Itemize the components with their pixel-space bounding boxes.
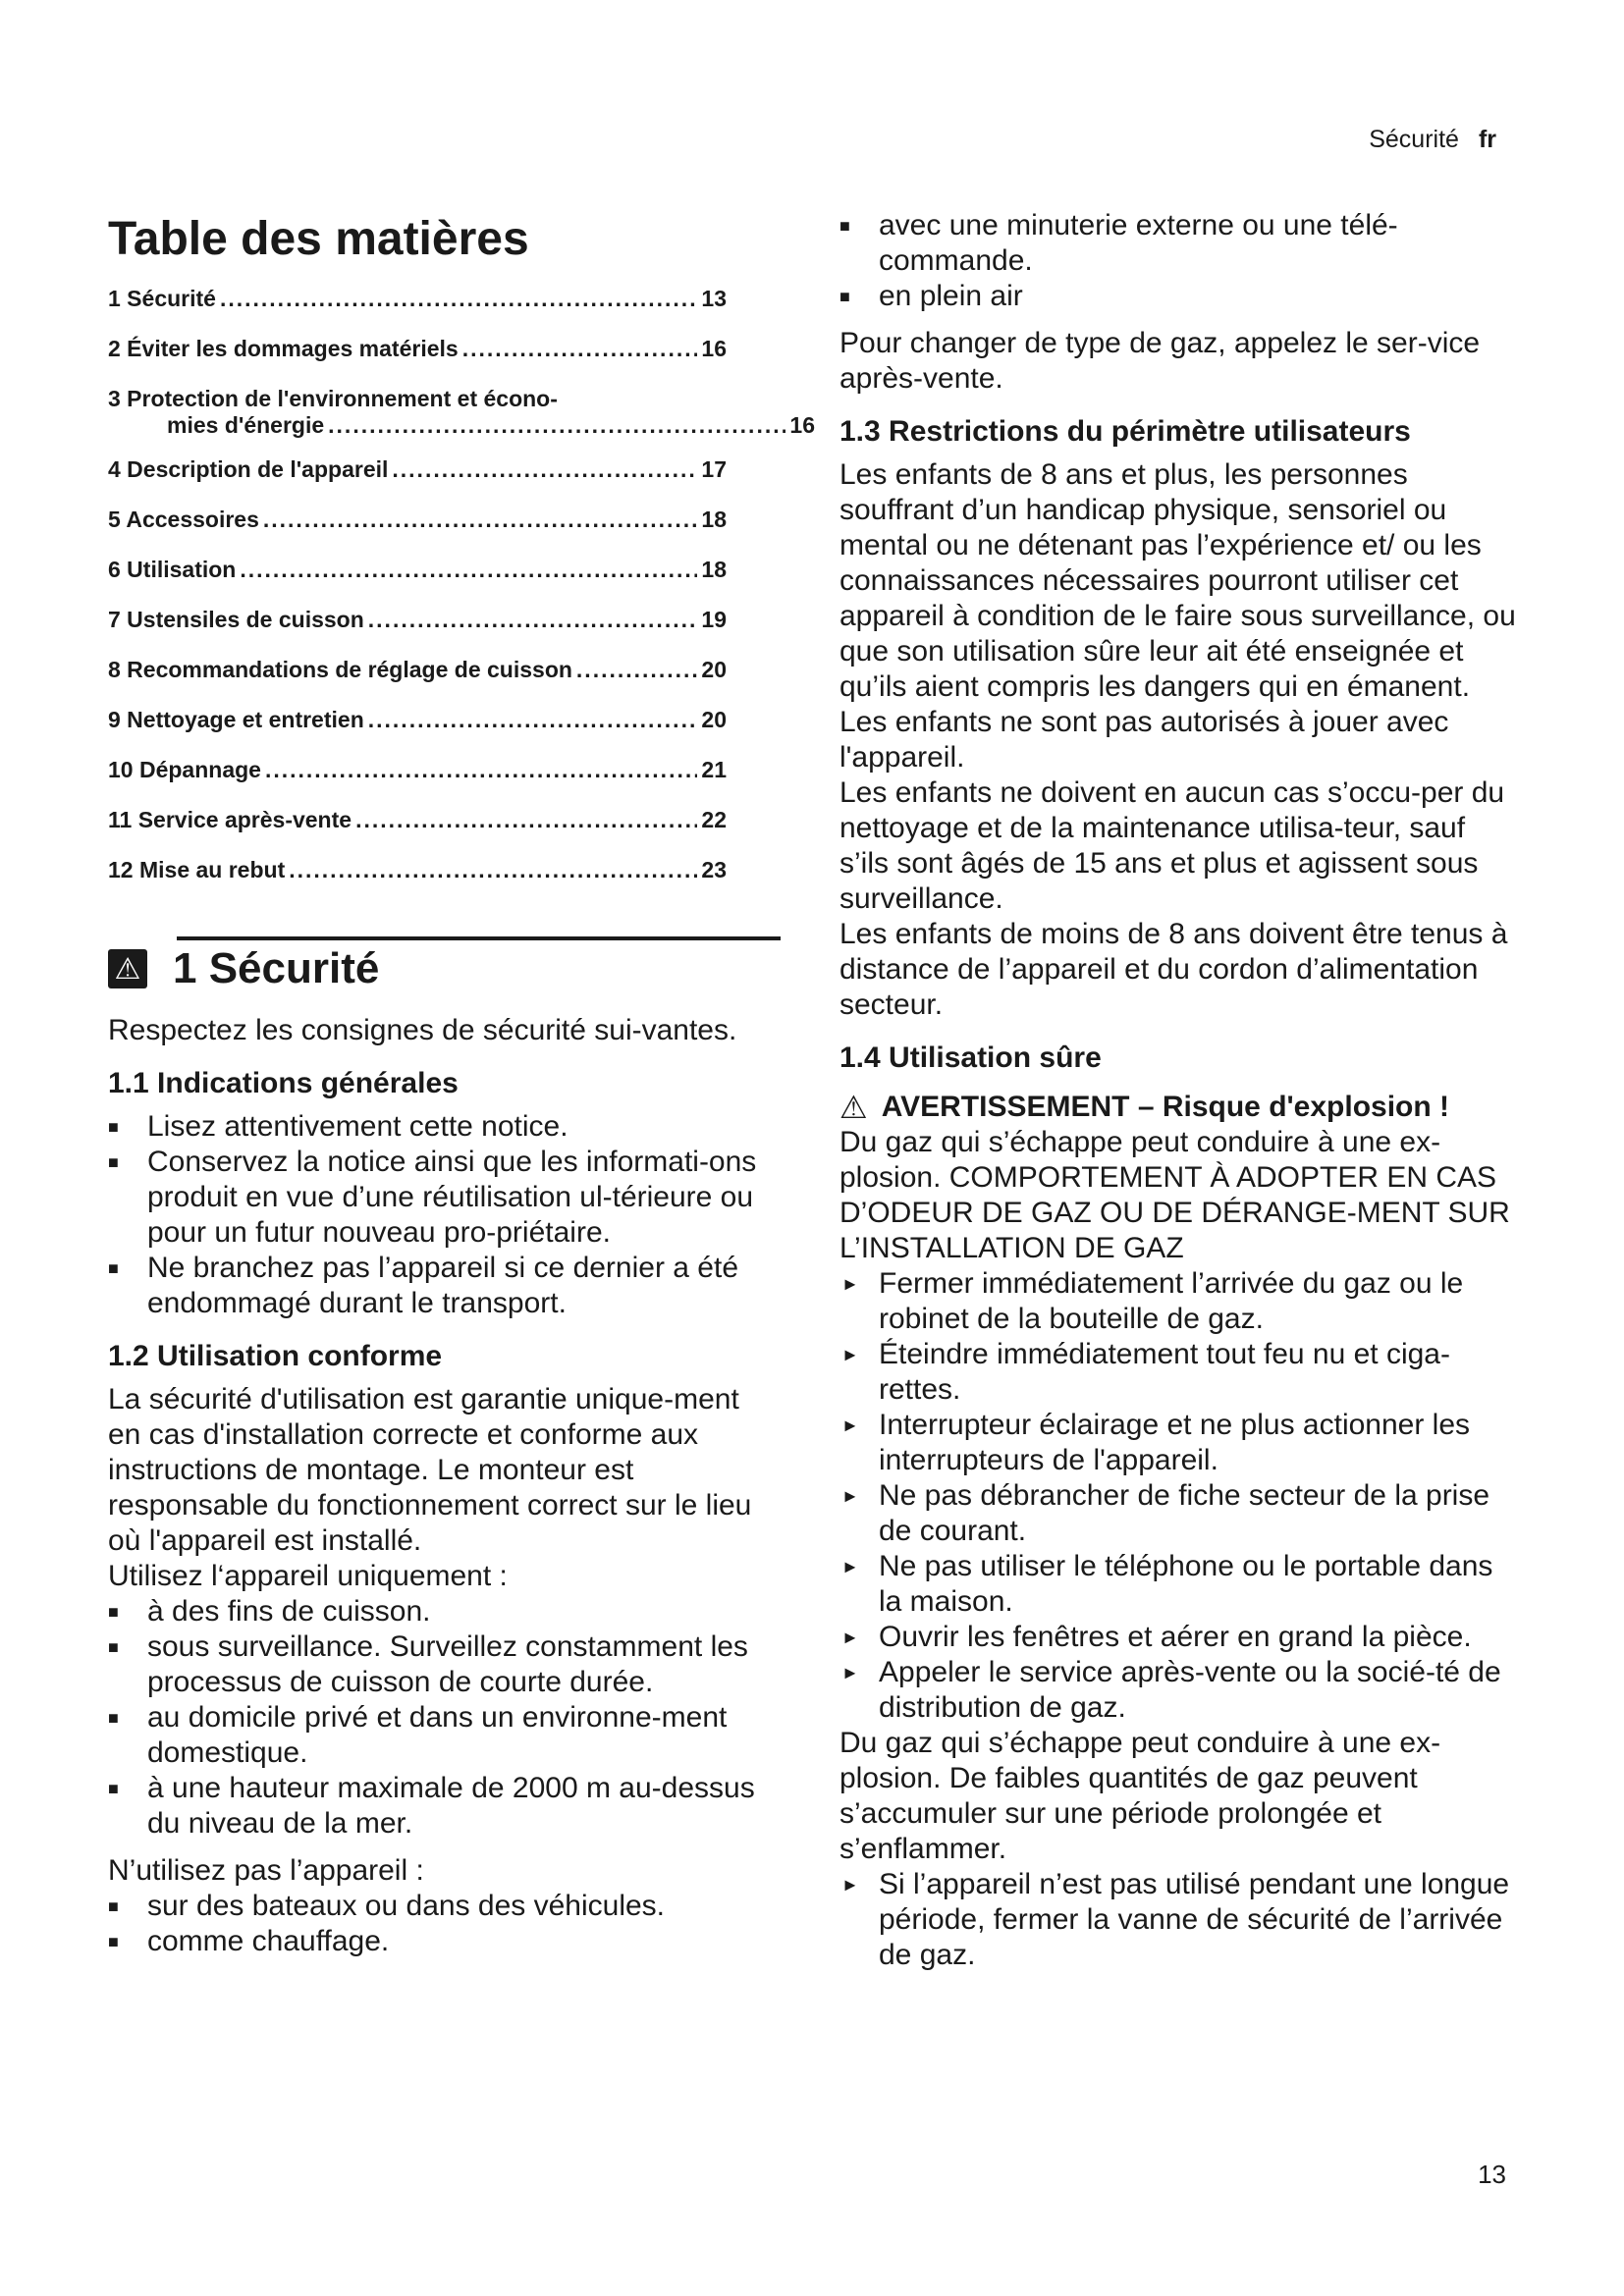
action-item: ► Si l’appareil n’est pas utilisé pendant une longue période, fermer la vanne de sécurité de l’arrivée de gaz. (841, 1868, 1510, 1971)
toc-label: 6 Utilisation (108, 557, 237, 582)
toc-page: 17 (701, 456, 727, 482)
toc-entry[interactable] (108, 757, 727, 807)
toc-page: 22 (701, 807, 727, 832)
warning-triangle-icon: ⚠ (839, 1090, 868, 1125)
list-item: ■ en plein air (839, 280, 1023, 312)
action-item: ► Ne pas utiliser le téléphone ou le portable dans la maison. (841, 1550, 1493, 1618)
list-item: ■ sous surveillance. Surveillez constamment les processus de cuisson de courte durée. (108, 1630, 748, 1698)
toc-label: 12 Mise au rebut (108, 857, 286, 882)
toc-page: 13 (701, 286, 727, 311)
heading-utilisation-sure: 1.4 Utilisation sûre (839, 1041, 1102, 1074)
toc-entry[interactable] (108, 336, 727, 386)
heading-indications-generales: 1.1 Indications générales (108, 1067, 459, 1099)
toc-entry[interactable] (108, 557, 727, 607)
toc-title: Table des matières (108, 213, 529, 265)
toc-page: 18 (701, 507, 727, 532)
heading-restrictions: 1.3 Restrictions du périmètre utilisateurs (839, 415, 1411, 448)
warning-text: Du gaz qui s’échappe peut conduire à une ex-plosion. COMPORTEMENT À ADOPTER EN CAS D’ODEUR DE GAZ OU DE DÉRANGE-MENT SUR L’INSTALLATION DE GAZ (839, 1126, 1510, 1264)
toc-page: 20 (701, 657, 727, 682)
toc-page: 16 (789, 412, 815, 438)
heading-utilisation-conforme: 1.2 Utilisation conforme (108, 1340, 443, 1372)
section-divider (177, 936, 781, 940)
section-intro: Respectez les consignes de sécurité sui-vantes. (108, 1014, 737, 1046)
list-item: ■ au domicile privé et dans un environne-ment domestique. (108, 1701, 728, 1769)
action-list (839, 1266, 1517, 1726)
paragraph: Les enfants de 8 ans et plus, les personnes souffrant d’un handicap physique, sensoriel ou mental ou ne détenant pas l’expérience et/ ou les connaissances nécessaires pourront utiliser cet appareil à condition de le faire sous surveillance, ou que son utilisation sûre leur ait été enseignée et qu’ils aient compris les dangers qui en émanent. (839, 458, 1516, 703)
toc-label: 3 Protection de l'environnement et écono- (108, 386, 558, 411)
action-item: ► Ne pas débrancher de fiche secteur de la prise de courant. (841, 1479, 1490, 1547)
list-item: ■ à une hauteur maximale de 2000 m au-dessus du niveau de la mer. (108, 1772, 755, 1840)
toc-entry[interactable] (108, 386, 815, 439)
toc-entry[interactable] (108, 807, 727, 857)
paragraph: Les enfants ne sont pas autorisés à jouer avec l'appareil. (839, 706, 1449, 774)
page-number: 13 (1478, 2160, 1506, 2189)
toc-page: 19 (701, 607, 727, 632)
toc-label: 7 Ustensiles de cuisson (108, 607, 364, 632)
toc-entry[interactable] (108, 286, 727, 336)
toc-entry[interactable] (108, 607, 727, 657)
list-item: ■ avec une minuterie externe ou une télé-commande. (839, 209, 1398, 277)
paragraph: Les enfants ne doivent en aucun cas s’occu-per du nettoyage et de la maintenance utilisa-teur, sauf s’ils sont âgés de 15 ans et plus et agissent sous surveillance. (839, 776, 1505, 915)
toc-label: 10 Dépannage (108, 757, 261, 782)
toc-label: 2 Éviter les dommages matériels (108, 336, 459, 361)
toc-label: 1 Sécurité (108, 286, 216, 311)
toc-label: 11 Service après-vente (108, 807, 352, 832)
list-item: ■ Ne branchez pas l’appareil si ce dernier a été endommagé durant le transport. (108, 1252, 739, 1319)
toc-label: 8 Recommandations de réglage de cuisson (108, 657, 572, 682)
bullet-list (839, 208, 1517, 314)
paragraph: N’utilisez pas l’appareil : (108, 1854, 424, 1887)
paragraph: La sécurité d'utilisation est garantie unique-ment en cas d'installation correcte et conforme aux instructions de montage. Le monteur est responsable du fonctionnement correct sur le lieu où l'appareil est installé. (108, 1383, 752, 1557)
toc-entry[interactable] (108, 657, 727, 707)
toc-page: 16 (701, 336, 727, 361)
toc-page: 18 (701, 557, 727, 582)
bullet-list (108, 1889, 776, 1959)
right-column (839, 208, 1517, 1973)
toc-label: 9 Nettoyage et entretien (108, 707, 364, 732)
action-item: ► Éteindre immédiatement tout feu nu et ciga-rettes. (841, 1338, 1450, 1406)
list-item: ■ Lisez attentivement cette notice. (108, 1110, 568, 1143)
list-item: ■ Conservez la notice ainsi que les informati-ons produit en vue d’une réutilisation ul-térieure ou pour un futur nouveau pro-priétaire. (108, 1146, 757, 1249)
toc-label-continued: mies d'énergie (167, 412, 325, 438)
page-header (1369, 126, 1496, 154)
warning-text: Du gaz qui s’échappe peut conduire à une ex-plosion. De faibles quantités de gaz peuvent s’accumuler sur une période prolongée et s’enflammer. (839, 1727, 1441, 1865)
list-item: ■ comme chauffage. (108, 1925, 390, 1957)
toc-label: 5 Accessoires (108, 507, 259, 532)
toc-entry[interactable] (108, 707, 727, 757)
paragraph: Les enfants de moins de 8 ans doivent être tenus à distance de l’appareil et du cordon d’alimentation secteur. (839, 918, 1508, 1021)
toc-entry[interactable] (108, 857, 727, 907)
table-of-contents (108, 286, 815, 907)
section-securite (108, 936, 776, 993)
action-item: ► Interrupteur éclairage et ne plus actionner les interrupteurs de l'appareil. (841, 1409, 1471, 1476)
list-item: ■ sur des bateaux ou dans des véhicules. (108, 1890, 666, 1922)
list-item: ■ à des fins de cuisson. (108, 1595, 431, 1628)
action-item: ► Fermer immédiatement l’arrivée du gaz ou le robinet de la bouteille de gaz. (841, 1267, 1464, 1335)
action-item: ► Ouvrir les fenêtres et aérer en grand la pièce. (841, 1621, 1472, 1653)
toc-page: 23 (701, 857, 727, 882)
section-title: 1 Sécurité (173, 944, 380, 992)
action-list (839, 1867, 1517, 1973)
paragraph: Utilisez l‘appareil uniquement : (108, 1560, 508, 1592)
warning-icon: ⚠ (108, 949, 147, 988)
toc-label: 4 Description de l'appareil (108, 456, 389, 482)
bullet-list (108, 1594, 776, 1842)
toc-entry[interactable] (108, 507, 727, 557)
left-column (108, 208, 815, 1959)
header-section: Sécurité (1369, 126, 1459, 153)
bullet-list (108, 1109, 776, 1321)
toc-page: 20 (701, 707, 727, 732)
header-lang: fr (1478, 126, 1496, 153)
toc-page: 21 (701, 757, 727, 782)
paragraph: Pour changer de type de gaz, appelez le ser-vice après-vente. (839, 327, 1481, 395)
warning-heading: ⚠ AVERTISSEMENT – Risque d'explosion ! (839, 1090, 1450, 1125)
toc-entry[interactable] (108, 456, 727, 507)
action-item: ► Appeler le service après-vente ou la socié-té de distribution de gaz. (841, 1656, 1501, 1724)
